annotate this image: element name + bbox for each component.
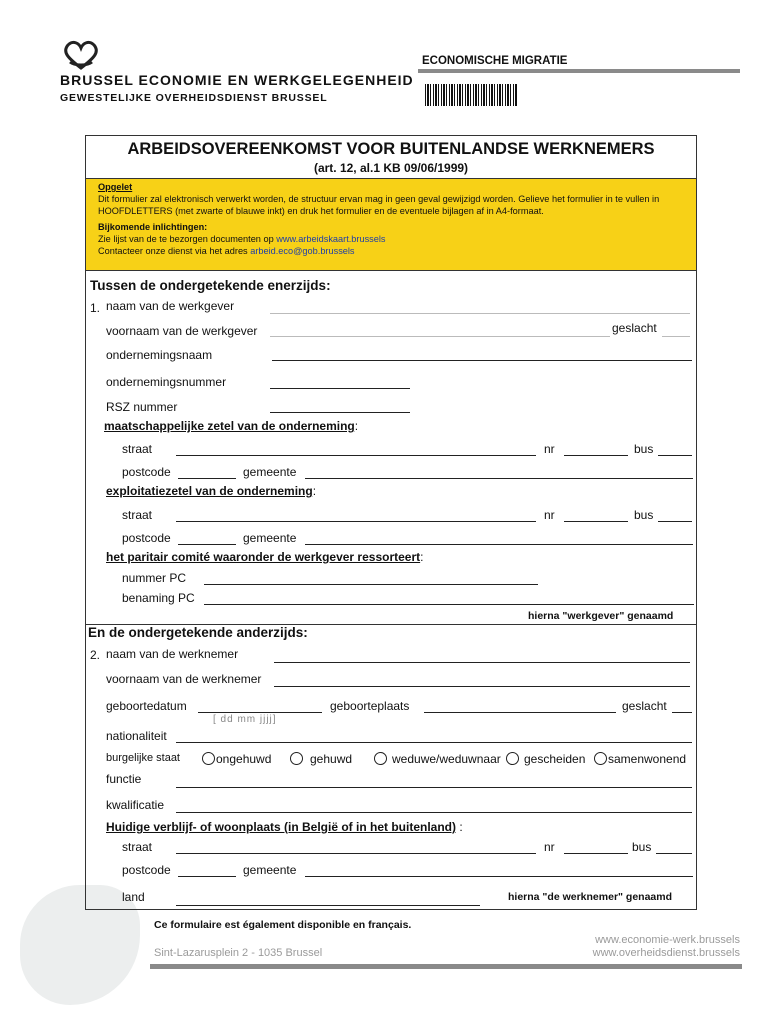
hq-street-field[interactable] xyxy=(176,455,536,456)
notice-warn-title: Opgelet xyxy=(98,182,133,192)
employee-referred: hierna "de werknemer" genaamd xyxy=(508,891,673,903)
res-street-field[interactable] xyxy=(176,853,536,854)
employer-firstname-field[interactable] xyxy=(270,336,610,337)
ops-heading: exploitatiezetel van de onderneming: xyxy=(106,484,317,498)
nationality-field[interactable] xyxy=(176,742,692,743)
ops-postcode-label: postcode xyxy=(122,531,171,545)
res-country-label: land xyxy=(122,890,145,904)
department-label: ECONOMISCHE MIGRATIE xyxy=(422,55,568,67)
option-weduwe: weduwe/weduwnaar xyxy=(392,752,501,766)
employer-firstname-label: voornaam van de werkgever xyxy=(106,324,258,338)
birthdate-hint: [ dd mm jjjj] xyxy=(213,714,277,725)
footer-web2[interactable]: www.overheidsdienst.brussels xyxy=(592,947,740,959)
form-subtitle: (art. 12, al.1 KB 09/06/1999) xyxy=(313,161,469,175)
function-label: functie xyxy=(106,772,142,786)
employer-heading: Tussen de ondergetekende enerzijds: xyxy=(90,278,331,293)
ops-bus-label: bus xyxy=(634,508,654,522)
hq-heading: maatschappelijke zetel van de onderneming: xyxy=(104,419,359,433)
ops-street-field[interactable] xyxy=(176,521,536,522)
ops-municipality-field[interactable] xyxy=(305,544,693,545)
ops-street-label: straat xyxy=(122,508,153,522)
notice-info-title: Bijkomende inlichtingen: xyxy=(98,222,208,232)
radio-gehuwd[interactable] xyxy=(290,752,303,765)
hq-postcode-field[interactable] xyxy=(178,478,236,479)
employee-heading: En de ondergetekende anderzijds: xyxy=(88,625,308,640)
employer-referred: hierna "werkgever" genaamd xyxy=(528,610,674,622)
company-number-label: ondernemingsnummer xyxy=(106,375,227,389)
radio-ongehuwd[interactable] xyxy=(202,752,215,765)
company-number-field[interactable] xyxy=(270,388,410,389)
pc-name-label: benaming PC xyxy=(122,591,195,605)
radio-samenwonend[interactable] xyxy=(594,752,607,765)
hq-nr-field[interactable] xyxy=(564,455,628,456)
company-name-label: ondernemingsnaam xyxy=(106,348,213,362)
employee-name-label: naam van de werknemer xyxy=(106,647,239,661)
employee-gender-field[interactable] xyxy=(672,712,692,713)
res-country-field[interactable] xyxy=(176,905,480,906)
ops-bus-field[interactable] xyxy=(658,521,692,522)
pc-name-field[interactable] xyxy=(204,604,694,605)
ops-postcode-field[interactable] xyxy=(178,544,236,545)
employee-firstname-label: voornaam van de werknemer xyxy=(106,672,262,686)
res-bus-label: bus xyxy=(632,840,652,854)
employer-name-field[interactable] xyxy=(270,313,690,314)
company-name-field[interactable] xyxy=(272,360,692,361)
rsz-label: RSZ nummer xyxy=(106,400,178,414)
res-municipality-field[interactable] xyxy=(305,876,693,877)
civil-status-label: burgelijke staat xyxy=(106,752,180,764)
notice-box xyxy=(86,178,696,271)
ops-nr-field[interactable] xyxy=(564,521,628,522)
ops-municipality-label: gemeente xyxy=(243,531,297,545)
brussels-logo-icon xyxy=(60,40,102,70)
birthdate-field[interactable] xyxy=(198,712,322,713)
hq-bus-field[interactable] xyxy=(658,455,692,456)
radio-gescheiden[interactable] xyxy=(506,752,519,765)
res-nr-label: nr xyxy=(544,840,555,854)
option-gehuwd: gehuwd xyxy=(310,752,353,766)
hq-municipality-label: gemeente xyxy=(243,465,297,479)
hq-bus-label: bus xyxy=(634,442,654,456)
org-subtitle: GEWESTELIJKE OVERHEIDSDIENST BRUSSEL xyxy=(60,92,328,104)
rsz-field[interactable] xyxy=(270,412,410,413)
form-title: ARBEIDSOVEREENKOMST VOOR BUITENLANDSE WERKNEMERS xyxy=(127,140,655,158)
footer-address: Sint-Lazarusplein 2 - 1035 Brussel xyxy=(154,947,323,959)
option-gescheiden: gescheiden xyxy=(524,752,586,766)
footer-web1[interactable]: www.economie-werk.brussels xyxy=(595,934,740,946)
option-ongehuwd: ongehuwd xyxy=(216,752,272,766)
notice-info-line2: Contacteer onze dienst via het adres arbeid.eco@gob.brussels xyxy=(98,246,355,256)
employer-name-label: naam van de werkgever xyxy=(106,299,235,313)
hq-street-label: straat xyxy=(122,442,153,456)
res-municipality-label: gemeente xyxy=(243,863,297,877)
link-arbeidskaart[interactable]: www.arbeidskaart.brussels xyxy=(276,234,386,244)
barcode xyxy=(425,84,517,106)
residence-heading: Huidige verblijf- of woonplaats (in België of in het buitenland) : xyxy=(106,820,463,834)
employee-gender-label: geslacht xyxy=(622,699,667,713)
header-rule xyxy=(418,69,740,73)
org-name: BRUSSEL ECONOMIE EN WERKGELEGENHEID xyxy=(60,72,414,88)
option-samenwonend: samenwonend xyxy=(608,752,687,766)
res-postcode-field[interactable] xyxy=(178,876,236,877)
employer-num: 1. xyxy=(90,301,101,315)
french-note: Ce formulaire est également disponible en français. xyxy=(154,919,412,931)
employee-firstname-field[interactable] xyxy=(274,686,690,687)
res-street-label: straat xyxy=(122,840,153,854)
ops-nr-label: nr xyxy=(544,508,555,522)
res-nr-field[interactable] xyxy=(564,853,628,854)
hq-nr-label: nr xyxy=(544,442,555,456)
birthplace-field[interactable] xyxy=(424,712,616,713)
hq-municipality-field[interactable] xyxy=(305,478,693,479)
employer-gender-field[interactable] xyxy=(662,336,690,337)
employer-gender-label: geslacht xyxy=(612,321,657,335)
res-postcode-label: postcode xyxy=(122,863,171,877)
pc-number-field[interactable] xyxy=(204,584,538,585)
footer-rule xyxy=(150,964,742,969)
notice-warn-text: Dit formulier zal elektronisch verwerkt worden, de structuur ervan mag in geen geval gewijzigd worden. Gelieve het formulier in te vullen in HOOFDLETTERS (met zwarte of blauwe inkt) en druk het formulier en de eventuele bijlagen af in A4-formaat. xyxy=(98,194,660,216)
employee-name-field[interactable] xyxy=(274,662,690,663)
birthdate-label: geboortedatum xyxy=(106,699,187,713)
pc-number-label: nummer PC xyxy=(122,571,187,585)
birthplace-label: geboorteplaats xyxy=(330,699,410,713)
res-bus-field[interactable] xyxy=(656,853,692,854)
qualification-label: kwalificatie xyxy=(106,798,165,812)
link-email[interactable]: arbeid.eco@gob.brussels xyxy=(250,246,355,256)
hq-postcode-label: postcode xyxy=(122,465,171,479)
notice-info-line1: Zie lijst van de te bezorgen documenten op www.arbeidskaart.brussels xyxy=(98,234,386,244)
function-field[interactable] xyxy=(176,787,692,788)
pc-heading: het paritair comité waaronder de werkgever ressorteert: xyxy=(106,550,424,564)
radio-weduwe[interactable] xyxy=(374,752,387,765)
nationality-label: nationaliteit xyxy=(106,729,167,743)
employee-num: 2. xyxy=(90,648,101,662)
qualification-field[interactable] xyxy=(176,812,692,813)
